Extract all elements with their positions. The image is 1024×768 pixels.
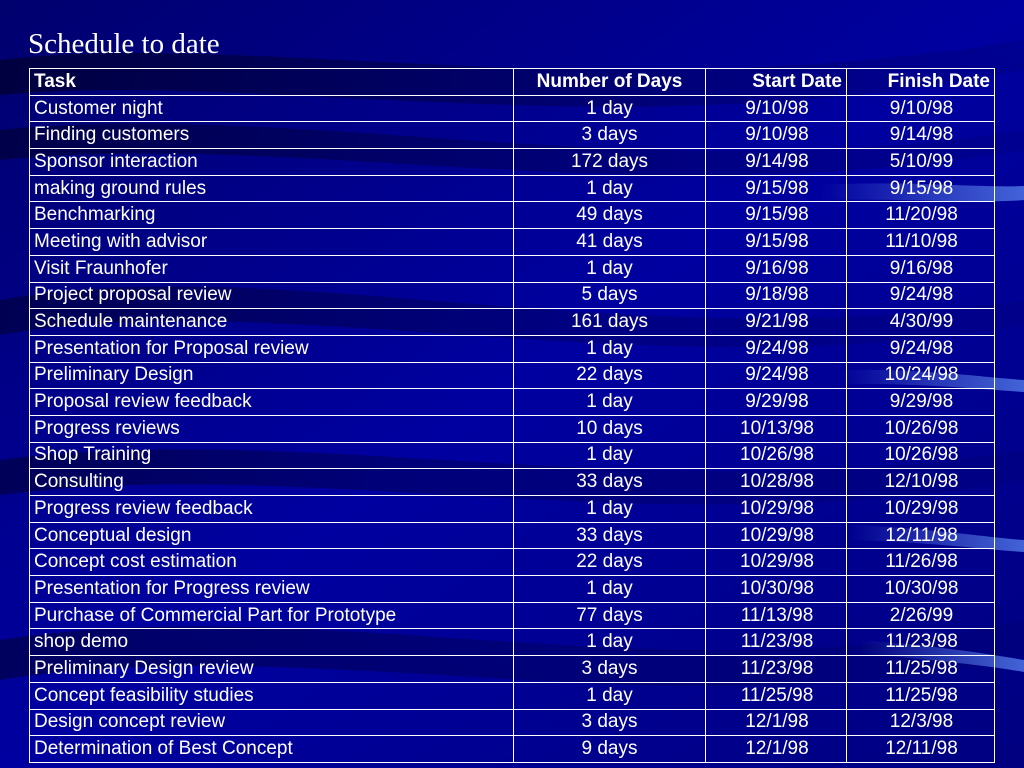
task-cell: Presentation for Progress review xyxy=(30,576,514,603)
table-header-row xyxy=(30,69,995,96)
finish-date-cell: 9/29/98 xyxy=(847,389,995,416)
days-cell: 5 days xyxy=(514,282,706,309)
task-cell: Finding customers xyxy=(30,122,514,149)
start-date-cell: 10/13/98 xyxy=(706,415,847,442)
start-date-cell: 9/10/98 xyxy=(706,122,847,149)
task-cell: Preliminary Design review xyxy=(30,656,514,683)
finish-date-cell: 2/26/99 xyxy=(847,602,995,629)
task-cell: Progress review feedback xyxy=(30,496,514,523)
start-date-cell: 10/30/98 xyxy=(706,576,847,603)
finish-date-cell: 11/25/98 xyxy=(847,682,995,709)
table-row xyxy=(30,602,995,629)
finish-date-cell: 12/3/98 xyxy=(847,709,995,736)
start-date-cell: 9/15/98 xyxy=(706,229,847,256)
finish-date-cell: 11/23/98 xyxy=(847,629,995,656)
start-date-cell: 9/18/98 xyxy=(706,282,847,309)
slide-title: Schedule to date xyxy=(28,28,220,60)
days-cell: 1 day xyxy=(514,389,706,416)
table-row xyxy=(30,229,995,256)
finish-date-cell: 10/26/98 xyxy=(847,442,995,469)
header-start-date: Start Date xyxy=(706,69,847,96)
start-date-cell: 11/23/98 xyxy=(706,629,847,656)
days-cell: 1 day xyxy=(514,442,706,469)
task-cell: Project proposal review xyxy=(30,282,514,309)
days-cell: 161 days xyxy=(514,309,706,336)
days-cell: 3 days xyxy=(514,122,706,149)
start-date-cell: 9/24/98 xyxy=(706,362,847,389)
finish-date-cell: 11/10/98 xyxy=(847,229,995,256)
task-cell: Progress reviews xyxy=(30,415,514,442)
start-date-cell: 9/15/98 xyxy=(706,202,847,229)
days-cell: 22 days xyxy=(514,549,706,576)
days-cell: 41 days xyxy=(514,229,706,256)
days-cell: 10 days xyxy=(514,415,706,442)
task-cell: Meeting with advisor xyxy=(30,229,514,256)
task-cell: Purchase of Commercial Part for Prototype xyxy=(30,602,514,629)
task-cell: making ground rules xyxy=(30,175,514,202)
days-cell: 1 day xyxy=(514,682,706,709)
days-cell: 1 day xyxy=(514,175,706,202)
start-date-cell: 9/15/98 xyxy=(706,175,847,202)
table-row xyxy=(30,282,995,309)
finish-date-cell: 12/10/98 xyxy=(847,469,995,496)
header-task: Task xyxy=(30,69,514,96)
table-row xyxy=(30,469,995,496)
days-cell: 1 day xyxy=(514,95,706,122)
table-row xyxy=(30,682,995,709)
table-row xyxy=(30,576,995,603)
days-cell: 49 days xyxy=(514,202,706,229)
start-date-cell: 12/1/98 xyxy=(706,709,847,736)
days-cell: 77 days xyxy=(514,602,706,629)
start-date-cell: 9/24/98 xyxy=(706,335,847,362)
start-date-cell: 9/29/98 xyxy=(706,389,847,416)
days-cell: 33 days xyxy=(514,522,706,549)
finish-date-cell: 9/10/98 xyxy=(847,95,995,122)
task-cell: Consulting xyxy=(30,469,514,496)
days-cell: 172 days xyxy=(514,149,706,176)
task-cell: Sponsor interaction xyxy=(30,149,514,176)
finish-date-cell: 9/14/98 xyxy=(847,122,995,149)
task-cell: Proposal review feedback xyxy=(30,389,514,416)
days-cell: 9 days xyxy=(514,736,706,763)
finish-date-cell: 9/24/98 xyxy=(847,335,995,362)
days-cell: 1 day xyxy=(514,629,706,656)
finish-date-cell: 11/20/98 xyxy=(847,202,995,229)
table-row xyxy=(30,736,995,763)
start-date-cell: 10/29/98 xyxy=(706,549,847,576)
table-row xyxy=(30,656,995,683)
finish-date-cell: 5/10/99 xyxy=(847,149,995,176)
start-date-cell: 11/13/98 xyxy=(706,602,847,629)
table-row xyxy=(30,362,995,389)
finish-date-cell: 10/26/98 xyxy=(847,415,995,442)
table-row xyxy=(30,389,995,416)
start-date-cell: 11/25/98 xyxy=(706,682,847,709)
task-cell: Concept cost estimation xyxy=(30,549,514,576)
days-cell: 3 days xyxy=(514,656,706,683)
days-cell: 3 days xyxy=(514,709,706,736)
start-date-cell: 9/14/98 xyxy=(706,149,847,176)
finish-date-cell: 9/16/98 xyxy=(847,255,995,282)
start-date-cell: 10/29/98 xyxy=(706,522,847,549)
task-cell: Benchmarking xyxy=(30,202,514,229)
table-row xyxy=(30,149,995,176)
schedule-table xyxy=(29,68,995,763)
finish-date-cell: 4/30/99 xyxy=(847,309,995,336)
table-row xyxy=(30,309,995,336)
days-cell: 1 day xyxy=(514,576,706,603)
table-body xyxy=(30,95,995,762)
days-cell: 1 day xyxy=(514,335,706,362)
finish-date-cell: 11/26/98 xyxy=(847,549,995,576)
table-row xyxy=(30,255,995,282)
header-finish-date: Finish Date xyxy=(847,69,995,96)
header-number-of-days: Number of Days xyxy=(514,69,706,96)
task-cell: Design concept review xyxy=(30,709,514,736)
table-row xyxy=(30,522,995,549)
task-cell: Preliminary Design xyxy=(30,362,514,389)
days-cell: 33 days xyxy=(514,469,706,496)
task-cell: Shop Training xyxy=(30,442,514,469)
finish-date-cell: 12/11/98 xyxy=(847,736,995,763)
start-date-cell: 10/26/98 xyxy=(706,442,847,469)
table-row xyxy=(30,629,995,656)
table-row xyxy=(30,442,995,469)
task-cell: shop demo xyxy=(30,629,514,656)
task-cell: Visit Fraunhofer xyxy=(30,255,514,282)
finish-date-cell: 10/30/98 xyxy=(847,576,995,603)
task-cell: Schedule maintenance xyxy=(30,309,514,336)
table-row xyxy=(30,335,995,362)
start-date-cell: 11/23/98 xyxy=(706,656,847,683)
table-row xyxy=(30,202,995,229)
task-cell: Conceptual design xyxy=(30,522,514,549)
table-row xyxy=(30,496,995,523)
start-date-cell: 12/1/98 xyxy=(706,736,847,763)
task-cell: Presentation for Proposal review xyxy=(30,335,514,362)
finish-date-cell: 10/24/98 xyxy=(847,362,995,389)
finish-date-cell: 10/29/98 xyxy=(847,496,995,523)
days-cell: 22 days xyxy=(514,362,706,389)
table-row xyxy=(30,709,995,736)
days-cell: 1 day xyxy=(514,496,706,523)
start-date-cell: 10/29/98 xyxy=(706,496,847,523)
table-row xyxy=(30,95,995,122)
finish-date-cell: 9/24/98 xyxy=(847,282,995,309)
task-cell: Concept feasibility studies xyxy=(30,682,514,709)
table-row xyxy=(30,175,995,202)
finish-date-cell: 9/15/98 xyxy=(847,175,995,202)
start-date-cell: 10/28/98 xyxy=(706,469,847,496)
task-cell: Customer night xyxy=(30,95,514,122)
days-cell: 1 day xyxy=(514,255,706,282)
finish-date-cell: 11/25/98 xyxy=(847,656,995,683)
table-row xyxy=(30,415,995,442)
table-row xyxy=(30,549,995,576)
start-date-cell: 9/21/98 xyxy=(706,309,847,336)
table-row xyxy=(30,122,995,149)
start-date-cell: 9/16/98 xyxy=(706,255,847,282)
finish-date-cell: 12/11/98 xyxy=(847,522,995,549)
task-cell: Determination of Best Concept xyxy=(30,736,514,763)
start-date-cell: 9/10/98 xyxy=(706,95,847,122)
